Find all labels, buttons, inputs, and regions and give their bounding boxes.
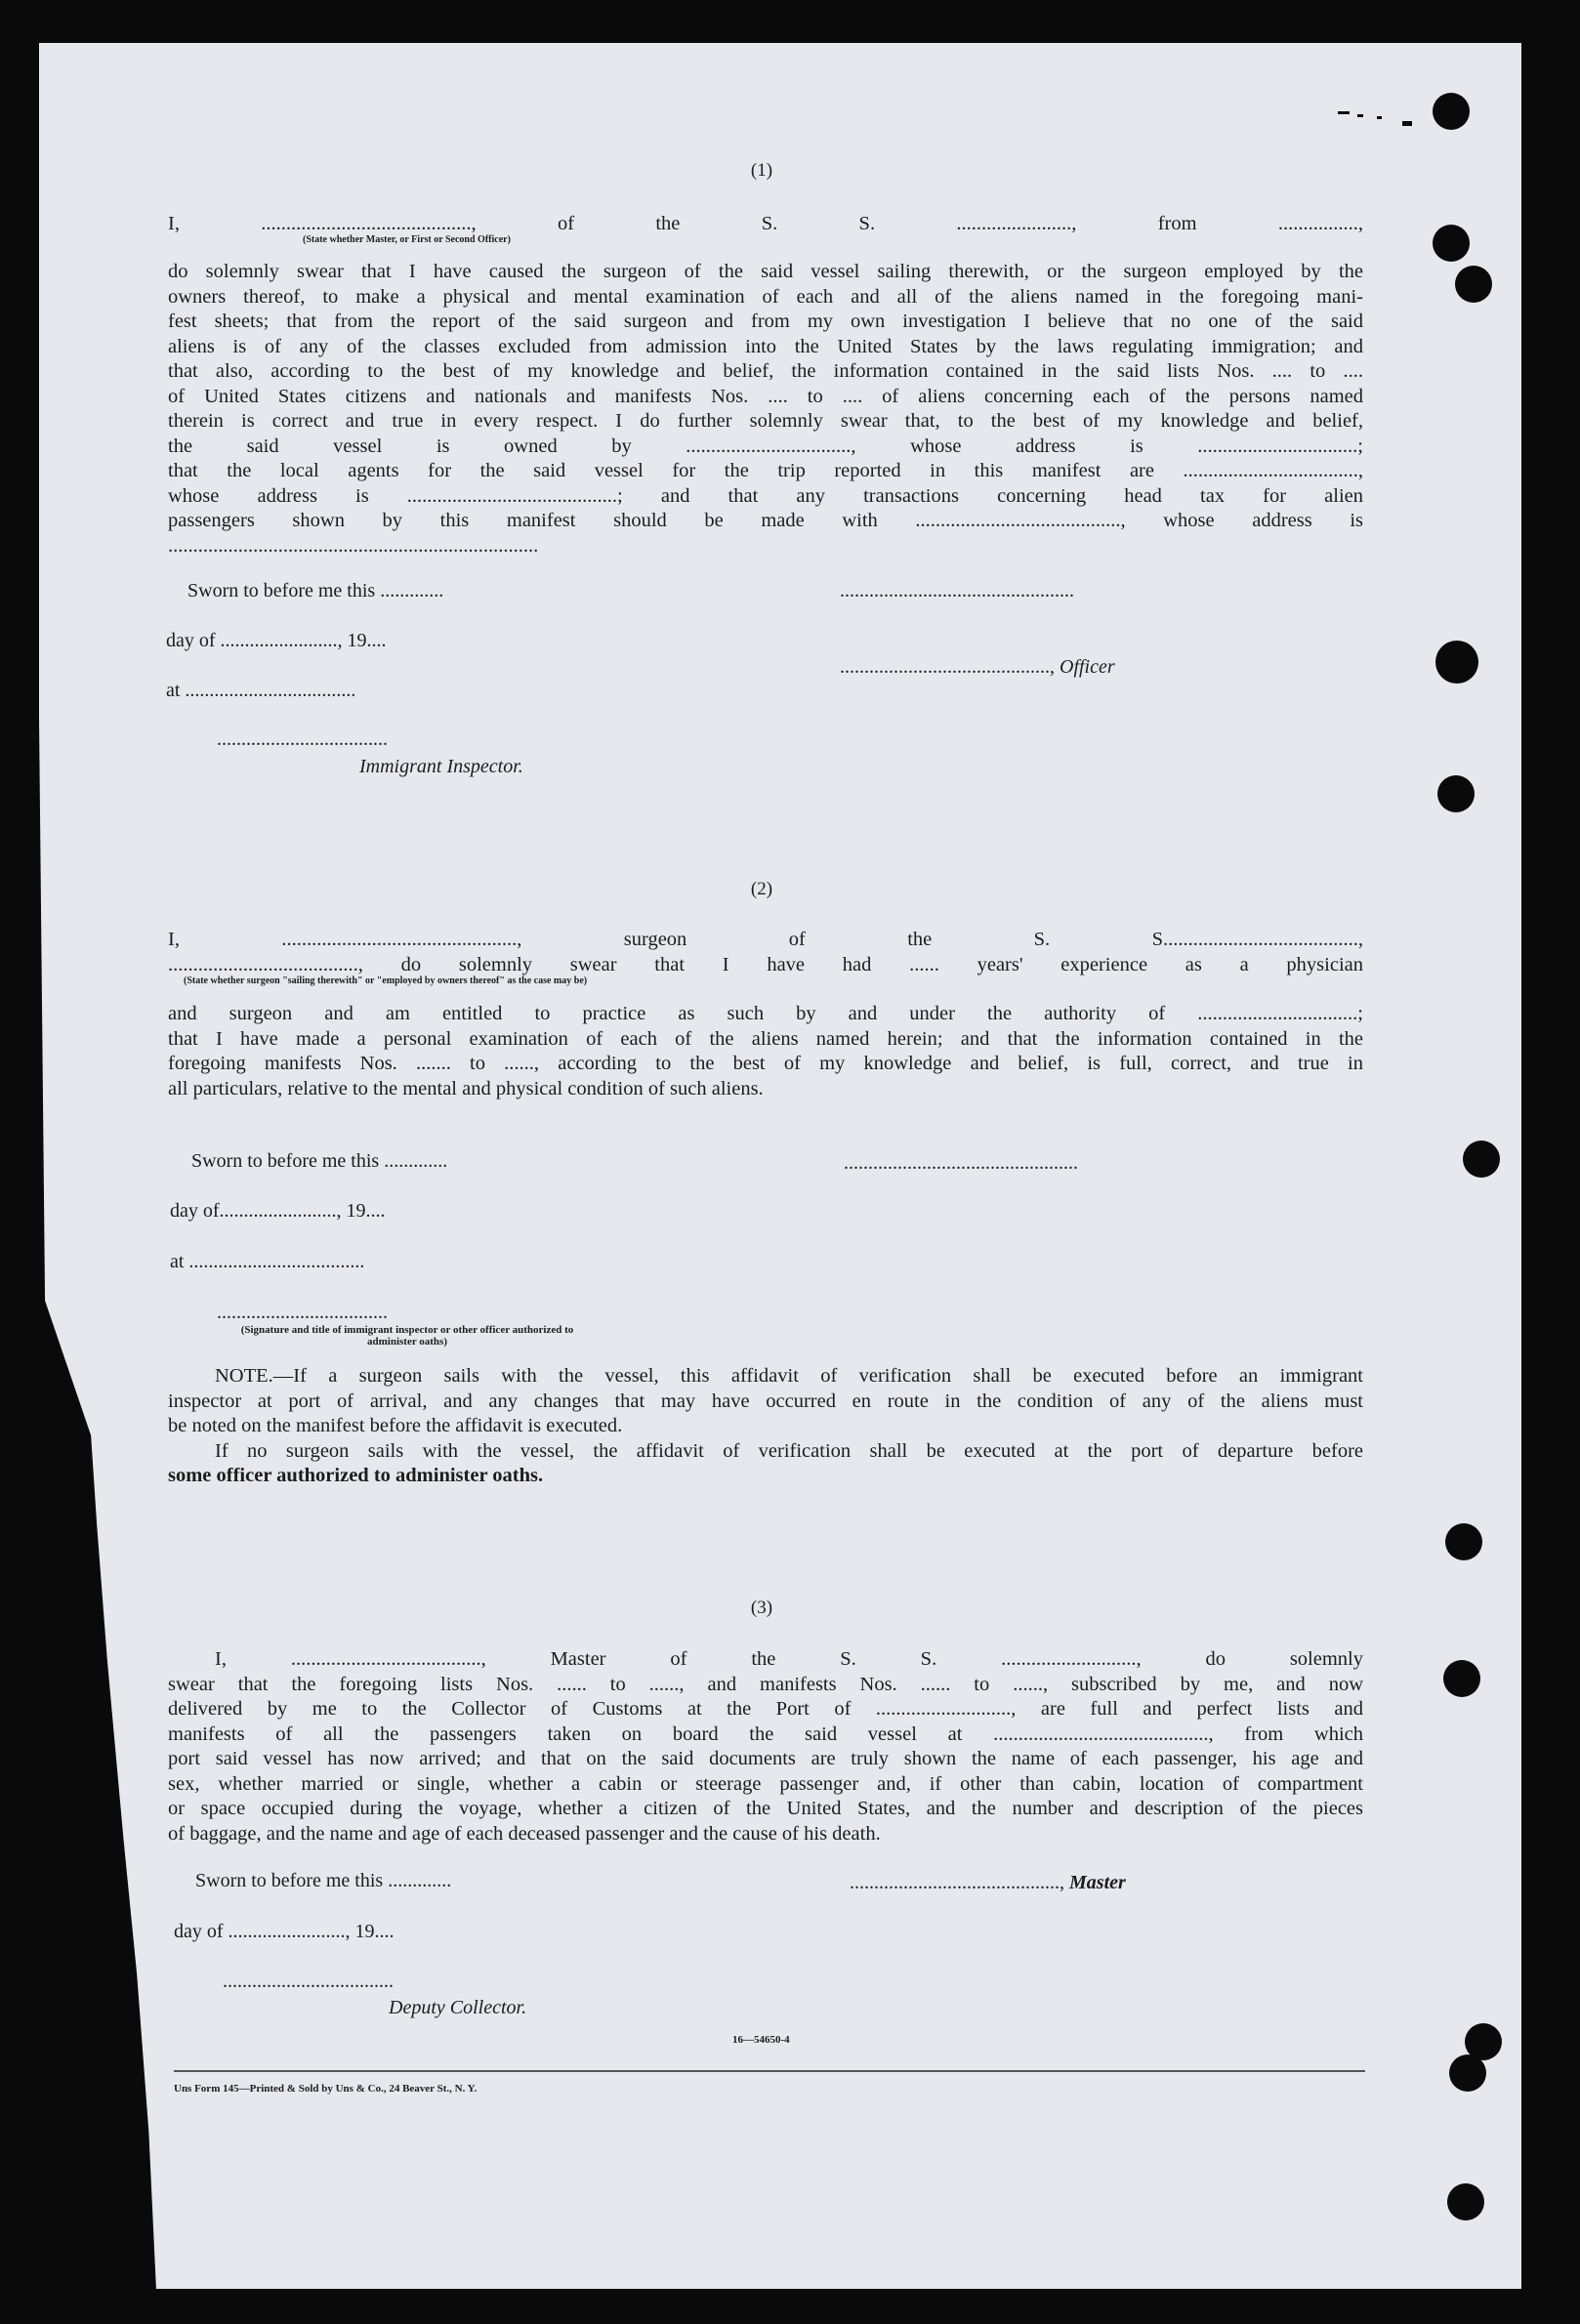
punch-hole — [1443, 1660, 1480, 1697]
affidavit-line: the said vessel is owned by ................................., whose address is ................................; — [168, 435, 1363, 457]
scan-mark — [1357, 114, 1363, 117]
section-1-number: (1) — [750, 160, 773, 181]
note-line: inspector at port of arrival, and any changes that may have occurred en route in the condition of any of the aliens must — [168, 1390, 1363, 1412]
punch-hole — [1435, 641, 1478, 684]
affidavit-line: that also, according to the best of my knowledge and belief, the information contained in the said lists Nos. .... to .... — [168, 360, 1363, 382]
affidavit-line: foregoing manifests Nos. ....... to ......, according to the best of my knowledge and belief, is full, correct, and true in — [168, 1053, 1363, 1074]
sworn-date-field: Sworn to before me this ............. — [195, 1870, 452, 1891]
affidavit-line: therein is correct and true in every respect. I do further solemnly swear that, to the best of my knowledge and belief, — [168, 410, 1363, 432]
punch-hole — [1437, 775, 1475, 812]
punch-hole — [1449, 2054, 1486, 2092]
section-2-subcaption: (State whether surgeon "sailing therewith" or "employed by owners thereof" as the case may be) — [184, 975, 588, 986]
form-number: 16—54650-4 — [732, 2034, 790, 2046]
note-line: some officer authorized to administer oaths. — [168, 1465, 544, 1486]
section-3-number: (3) — [750, 1598, 773, 1618]
affidavit-line: I, ......................................, Master of the S. S. ..........................., do solemnly — [215, 1648, 1363, 1670]
scan-mark — [1402, 121, 1412, 126]
section-1-opening-line — [168, 212, 1363, 237]
officer-title: Officer — [1060, 656, 1115, 678]
section-2-opening — [168, 928, 1363, 977]
section-2-number: (2) — [750, 879, 773, 899]
printer-imprint: Uns Form 145—Printed & Sold by Uns & Co., 24 Beaver St., N. Y. — [174, 2083, 478, 2095]
punch-hole — [1455, 266, 1492, 303]
punch-hole — [1433, 93, 1470, 130]
footer-divider — [174, 2070, 1365, 2072]
affidavit-line: all particulars, relative to the mental and physical condition of such aliens. — [168, 1077, 764, 1100]
affidavit-line: manifests of all the passengers taken on board the said vessel at ..........................................., from which — [168, 1722, 1363, 1745]
signature-line: ................................... — [217, 1302, 388, 1323]
opening-line-text: I, ..............................................., surgeon of the S. S......................................., — [168, 929, 1363, 950]
affidavit-line: sex, whether married or single, whether a cabin or steerage passenger and, if other than cabin, location of compartment — [168, 1772, 1363, 1795]
officer-line: ..........................................., — [840, 656, 1060, 678]
surgeon-signature-line: ................................................ — [844, 1152, 1078, 1174]
section-1-affidavit-text — [168, 260, 1363, 559]
signature-line: ................................... — [217, 728, 388, 750]
section-1-subcaption: (State whether Master, or First or Second Officer) — [303, 234, 511, 245]
affidavit-line: of United States citizens and nationals and manifests Nos. .... to .... of aliens concerning each of the persons named — [168, 385, 1363, 407]
affidavit-line: do solemnly swear that I have caused the surgeon of the said vessel sailing therewith, or the surgeon employed by the — [168, 261, 1363, 282]
day-of-field: day of ........................, 19.... — [174, 1921, 395, 1942]
affidavit-line: that the local agents for the said vessel for the trip reported in this manifest are ..................................., — [168, 460, 1363, 481]
sworn-date-field: Sworn to before me this ............. — [191, 1150, 448, 1172]
affidavit-line: of baggage, and the name and age of each deceased passenger and the cause of his death. — [168, 1822, 881, 1845]
master-title: Master — [1069, 1872, 1126, 1893]
affidavit-line: fest sheets; that from the report of the said surgeon and from my own investigation I believe that no one of the said — [168, 311, 1363, 332]
note-line: NOTE.—If a surgeon sails with the vessel, this affidavit of verification shall be executed before an immigrant — [215, 1365, 1363, 1387]
punch-hole — [1445, 1523, 1482, 1560]
opening-line-text: ......................................, do solemnly swear that I have had ...... years' experience as a physician — [168, 953, 1363, 975]
affidavit-line: .......................................................................... — [168, 534, 539, 557]
signature-caption: (Signature and title of immigrant inspector or other officer authorized to administer oaths) — [240, 1324, 574, 1348]
section-3-affidavit-text — [168, 1647, 1363, 1847]
at-field: at ................................... — [166, 680, 356, 701]
master-line: ..........................................., — [850, 1872, 1069, 1893]
officer-signature-line: ................................................ — [840, 580, 1074, 602]
day-of-field: day of ........................, 19.... — [166, 630, 387, 651]
day-of-field: day of........................, 19.... — [170, 1200, 386, 1222]
sworn-date-field: Sworn to before me this ............. — [187, 580, 444, 602]
affidavit-line: passengers shown by this manifest should be made with ........................................., whose address is — [168, 510, 1363, 531]
affidavit-line: and surgeon and am entitled to practice as such by and under the authority of ................................; — [168, 1003, 1363, 1024]
immigrant-inspector-title: Immigrant Inspector. — [359, 756, 523, 777]
punch-hole — [1463, 1141, 1500, 1178]
affidavit-line: port said vessel has now arrived; and that on the said documents are truly shown the name of each passenger, his age and — [168, 1748, 1363, 1769]
note-line: If no surgeon sails with the vessel, the affidavit of verification shall be executed at the port of departure before — [215, 1439, 1363, 1462]
opening-line-text: I, .........................................., of the S. S. ......................., from ................, — [168, 213, 1363, 234]
affidavit-line: that I have made a personal examination of each of the aliens named herein; and that the information contained in the — [168, 1027, 1363, 1050]
affidavit-line: owners thereof, to make a physical and mental examination of each and all of the aliens named in the foregoing mani- — [168, 285, 1363, 308]
signature-line: ................................... — [223, 1971, 394, 1992]
note-line: be noted on the manifest before the affidavit is executed. — [168, 1415, 623, 1436]
officer-field — [840, 656, 1115, 679]
scan-mark — [1338, 111, 1350, 114]
scan-mark — [1377, 116, 1382, 119]
at-field: at .................................... — [170, 1251, 365, 1272]
section-2-note — [168, 1364, 1363, 1489]
master-field — [850, 1872, 1126, 1894]
affidavit-line: aliens is of any of the classes excluded from admission into the United States by the laws regulating immigration; and — [168, 335, 1363, 357]
punch-hole — [1433, 225, 1470, 262]
affidavit-line: or space occupied during the voyage, whether a citizen of the United States, and the number and description of the pieces — [168, 1798, 1363, 1819]
affidavit-line: delivered by me to the Collector of Customs at the Port of ..........................., are full and perfect lists and — [168, 1698, 1363, 1720]
punch-hole — [1447, 2183, 1484, 2220]
affidavit-line: whose address is ..........................................; and that any transactions concerning head tax for alien — [168, 484, 1363, 507]
deputy-collector-title: Deputy Collector. — [389, 1997, 527, 2018]
section-2-affidavit-text — [168, 1002, 1363, 1101]
affidavit-line: swear that the foregoing lists Nos. ...... to ......, and manifests Nos. ...... to ......, subscribed by me, and now — [168, 1673, 1363, 1695]
